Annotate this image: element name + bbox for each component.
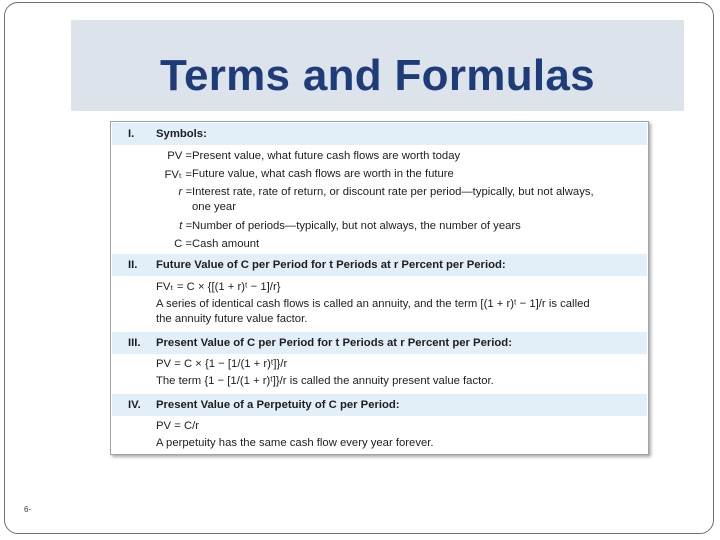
slide-number: 6- [24, 505, 32, 514]
section-3-body [112, 354, 647, 392]
definition-fvt: Future value, what cash flows are worth in the future [192, 168, 454, 180]
annuity-present-value-factor: The term {1 − [1/(1 + r)ᵗ]}/r is called the annuity present value factor. [156, 375, 494, 387]
slide-title: Terms and Formulas [160, 51, 595, 100]
section-4-title: Present Value of a Perpetuity of C per Period: [156, 399, 400, 411]
section-4-number: IV. [128, 399, 141, 411]
section-2-title: Future Value of C per Period for t Periods at r Percent per Period: [156, 259, 506, 271]
symbol-t: t = [179, 220, 192, 232]
definition-pv: Present value, what future cash flows are worth today [192, 150, 461, 162]
section-1-number: I. [128, 128, 135, 140]
definition-r: Interest rate, rate of return, or discount rate per period—typically, but not always, [192, 186, 594, 198]
annuity-description: A series of identical cash flows is called an annuity, and the term [(1 + r)ᵗ − 1]/r is called [156, 298, 590, 310]
symbol-r: r = [178, 186, 192, 198]
symbol-fvt: FVₜ = [164, 169, 192, 181]
section-1-body [112, 145, 647, 252]
section-1-header [112, 123, 647, 145]
symbol-c: C = [174, 238, 192, 250]
present-value-formula: PV = C × {1 − [1/(1 + r)ᵗ]}/r [156, 358, 288, 370]
section-2-body [112, 276, 647, 330]
section-4-header [112, 394, 647, 416]
section-3-header [112, 332, 647, 354]
section-3-number: III. [128, 337, 141, 349]
symbol-pv: PV = [167, 150, 192, 162]
section-1-title: Symbols: [156, 128, 207, 140]
perpetuity-formula: PV = C/r [156, 420, 200, 432]
definition-r-continued: one year [192, 201, 236, 213]
section-2-number: II. [128, 259, 138, 271]
formula-table [110, 121, 649, 455]
section-3-title: Present Value of C per Period for t Periods at r Percent per Period: [156, 337, 512, 349]
definition-t: Number of periods—typically, but not always, the number of years [192, 220, 521, 232]
definition-c: Cash amount [192, 238, 260, 250]
perpetuity-description: A perpetuity has the same cash flow every year forever. [156, 437, 434, 449]
section-4-body [112, 416, 647, 454]
annuity-future-value-factor: the annuity future value factor. [156, 313, 308, 325]
future-value-formula: FVₜ = C × {[(1 + r)ᵗ − 1]/r} [156, 281, 281, 293]
section-2-header [112, 254, 647, 276]
